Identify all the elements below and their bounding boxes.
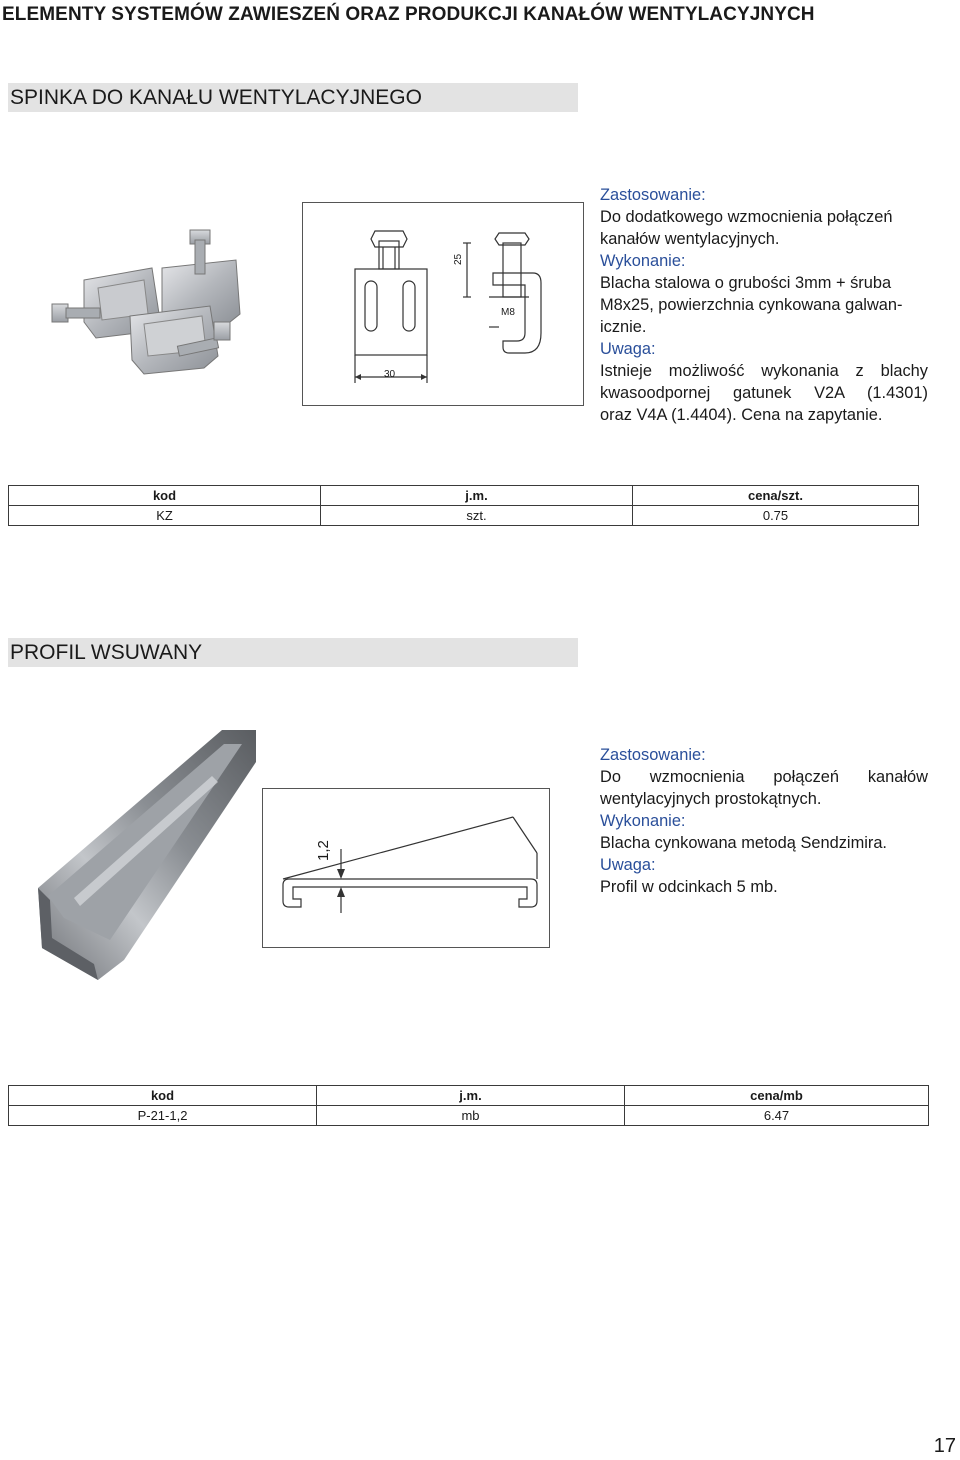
bolt-size-label: M8 xyxy=(501,307,515,318)
usage-heading: Zastosowanie: xyxy=(600,746,706,764)
cell-code: P-21-1,2 xyxy=(9,1106,317,1126)
clip-product-photo xyxy=(40,210,280,400)
table-header-row xyxy=(9,486,919,506)
usage-heading: Zastosowanie: xyxy=(600,186,706,204)
note-heading: Uwaga: xyxy=(600,856,656,874)
section-title-profile: PROFIL WSUWANY xyxy=(8,638,578,667)
header-code: kod xyxy=(9,486,321,506)
make-line: icznie. xyxy=(600,318,647,336)
make-line: Blacha cynkowana metodą Sendzimira. xyxy=(600,834,887,852)
make-line: M8x25, powierzchnia cynkowana galwan- xyxy=(600,296,903,314)
make-heading: Wykonanie: xyxy=(600,812,686,830)
header-code: kod xyxy=(9,1086,317,1106)
usage-line: Do dodatkowego wzmocnienia połączeń xyxy=(600,208,893,226)
clip-technical-drawing xyxy=(302,202,584,406)
thickness-label: 1,2 xyxy=(315,840,332,861)
page-number: 17 xyxy=(933,1435,956,1457)
clip-description xyxy=(600,184,928,426)
usage-line: wentylacyjnych prostokątnych. xyxy=(600,790,822,808)
profile-product-photo xyxy=(34,728,264,982)
header-unit: j.m. xyxy=(317,1086,625,1106)
note-line: oraz V4A (1.4404). Cena na zapytanie. xyxy=(600,406,883,424)
profile-price-table xyxy=(8,1085,929,1126)
page-title: ELEMENTY SYSTEMÓW ZAWIESZEŃ ORAZ PRODUKCJI KANAŁÓW WENTYLACYJNYCH xyxy=(2,4,815,25)
cell-code: KZ xyxy=(9,506,321,526)
clip-price-table xyxy=(8,485,919,526)
note-heading: Uwaga: xyxy=(600,340,656,358)
make-heading: Wykonanie: xyxy=(600,252,686,270)
cell-unit: szt. xyxy=(321,506,633,526)
header-unit: j.m. xyxy=(321,486,633,506)
table-row xyxy=(9,1106,929,1126)
profile-description xyxy=(600,744,928,898)
cell-price: 0.75 xyxy=(633,506,919,526)
table-header-row xyxy=(9,1086,929,1106)
profile-technical-drawing xyxy=(262,788,550,948)
header-price: cena/szt. xyxy=(633,486,919,506)
make-line: Blacha stalowa o grubości 3mm + śruba xyxy=(600,274,892,292)
header-price: cena/mb xyxy=(625,1086,929,1106)
note-line: Profil w odcinkach 5 mb. xyxy=(600,878,778,896)
usage-line: Do wzmocnienia połączeń kanałów xyxy=(600,768,928,786)
dimension-width-label: 30 xyxy=(384,369,396,380)
dimension-height-label: 25 xyxy=(453,253,464,265)
usage-line: kanałów wentylacyjnych. xyxy=(600,230,780,248)
cell-price: 6.47 xyxy=(625,1106,929,1126)
note-line: kwasoodpornej gatunek V2A (1.4301) xyxy=(600,384,928,402)
section-title-clip: SPINKA DO KANAŁU WENTYLACYJNEGO xyxy=(8,83,578,112)
table-row xyxy=(9,506,919,526)
note-line: Istnieje możliwość wykonania z blachy xyxy=(600,362,928,380)
cell-unit: mb xyxy=(317,1106,625,1126)
